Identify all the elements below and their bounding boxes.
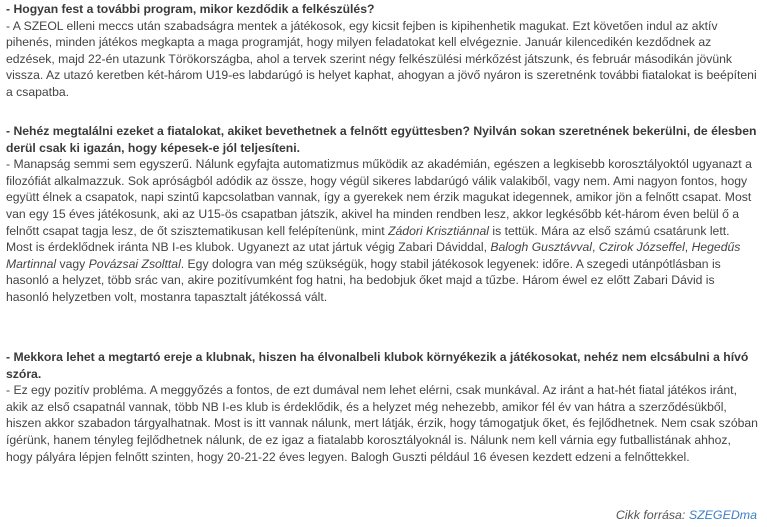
- question-text: - Mekkora lehet a megtartó ereje a klubnak, hiszen ha élvonalbeli klubok környékezik a játékosokat, nehéz nem elcsábulni a hívó szóra.: [6, 350, 749, 381]
- player-name: Hegedűs Martinnal: [6, 240, 741, 271]
- answer-segment: vagy: [56, 256, 89, 271]
- source-link[interactable]: SZEGEDma: [688, 508, 757, 522]
- interview-section-3: [0, 349, 758, 465]
- answer-segment: ,: [684, 240, 692, 255]
- answer-text: [6, 156, 758, 305]
- player-name: Povázsai Zsolttal: [88, 256, 181, 271]
- question-text: - Hogyan fest a további program, mikor kezdődik a felkészülés?: [6, 2, 375, 16]
- interview-section-1: [0, 1, 758, 101]
- article-source: [616, 507, 757, 524]
- answer-text: - Ez egy pozitív probléma. A meggyőzés a fontos, de ezt dumával nem lehet elérni, csak munkával. Az iránt a hat-hét fiatal játékos iránt, akik az első csapatnál vannak, több NB I-es klub is érdeklődik, és a helyzet még nehezebb, amikor fél év van hátra a szerződésükből, hiszen akkor szabadon tárgyalhatnak. Most is itt vannak nálunk, mert látják, érzik, hogy támogatjuk őket, és fejlődhetnek. Nem csak szóban ígérünk, hanem tényleg fejlődhetnek nálunk, de ez igaz a fiatalabb korosztályoknál is. Nálunk nem kell várnia egy futballistának ahhoz, hogy pályára lépjen felnőtt szinten, hogy 20-21-22 éves legyen. Balogh Guszti például 16 évesen kezdett edzeni a felnőttekkel.: [6, 383, 758, 464]
- answer-segment: is tettük. Mára az első számú csatárunk lett. Most is érdeklődnek iránta NB I-es klubok. Ugyanezt az utat jártuk végig Zabari Dáviddal,: [6, 223, 730, 255]
- player-name: Czirok Józseffel: [598, 240, 685, 255]
- question-text: - Nehéz megtalálni ezeket a fiatalokat, akiket bevethetnek a felnőtt együttesben? Nyilván sokan szeretnének bekerülni, de élesben derül csak ki igazán, hogy képesek-e jól teljesíteni.: [6, 124, 757, 155]
- interview-section-2: [0, 123, 758, 306]
- answer-text: - A SZEOL elleni meccs után szabadságra mentek a játékosok, egy kicsit fejben is kipihenhetik magukat. Ezt követően indul az aktív pihenés, minden játékos megkapta a maga programját, hogy milyen feladatokat kell elvégeznie. Január kilencedikén kezdődnek az edzések, majd 22-én utazunk Törökországba, ahol a tervek szerint négy felkészülési mérkőzést játszunk, és február másodikán jövünk vissza. Az utazó keretben két-három U19-es labdarúgó is helyet kaphat, ahogyan a jövő nyáron is szeretnénk további fiatalokat is beépíteni a csapatba.: [6, 18, 757, 99]
- answer-segment: ,: [591, 240, 599, 255]
- answer-segment: . Egy dologra van még szükségük, hogy stabil játékosok legyenek: időre. A szegedi utánpótlásban is hasonló a helyzet, több srác van, akire pozitívumként fog hatni, ha bedobjuk őket majd a tűzbe. Három éwel ez előtt Zabari Dávid is hasonló helyzetben volt, mostanra tapasztalt játékossá vált.: [6, 256, 721, 304]
- player-name: Balogh Gusztávval: [490, 240, 592, 255]
- player-name: Zádori Krisztiánnal: [388, 223, 490, 238]
- source-label: Cikk forrása:: [615, 508, 686, 522]
- answer-segment: - Manapság semmi sem egyszerű. Nálunk egyfajta automatizmus működik az akadémián, egészen a legkisebb korosztályoktól ugyanazt a filozófiát alkalmazzuk. Sok apróságból adódik az össze, hogy végül sikeres labdarúgó válik valakiből, vagy nem. Ami nagyon fontos, hogy együtt élnek a csapatok, napi szintű kapcsolatban vannak, így a gyerekek nem érzik magukat idegennek, amikor jön a felnőtt csapat. Most van egy 15 éves játékosunk, aki az U15-ös csapatban játszik, akivel ha minden rendben lesz, akkor legkésőbb két-három éven belül ő a felnőtt csapat tagja lesz, de őt szisztematikusan kell felépítenünk, mint: [6, 157, 752, 238]
